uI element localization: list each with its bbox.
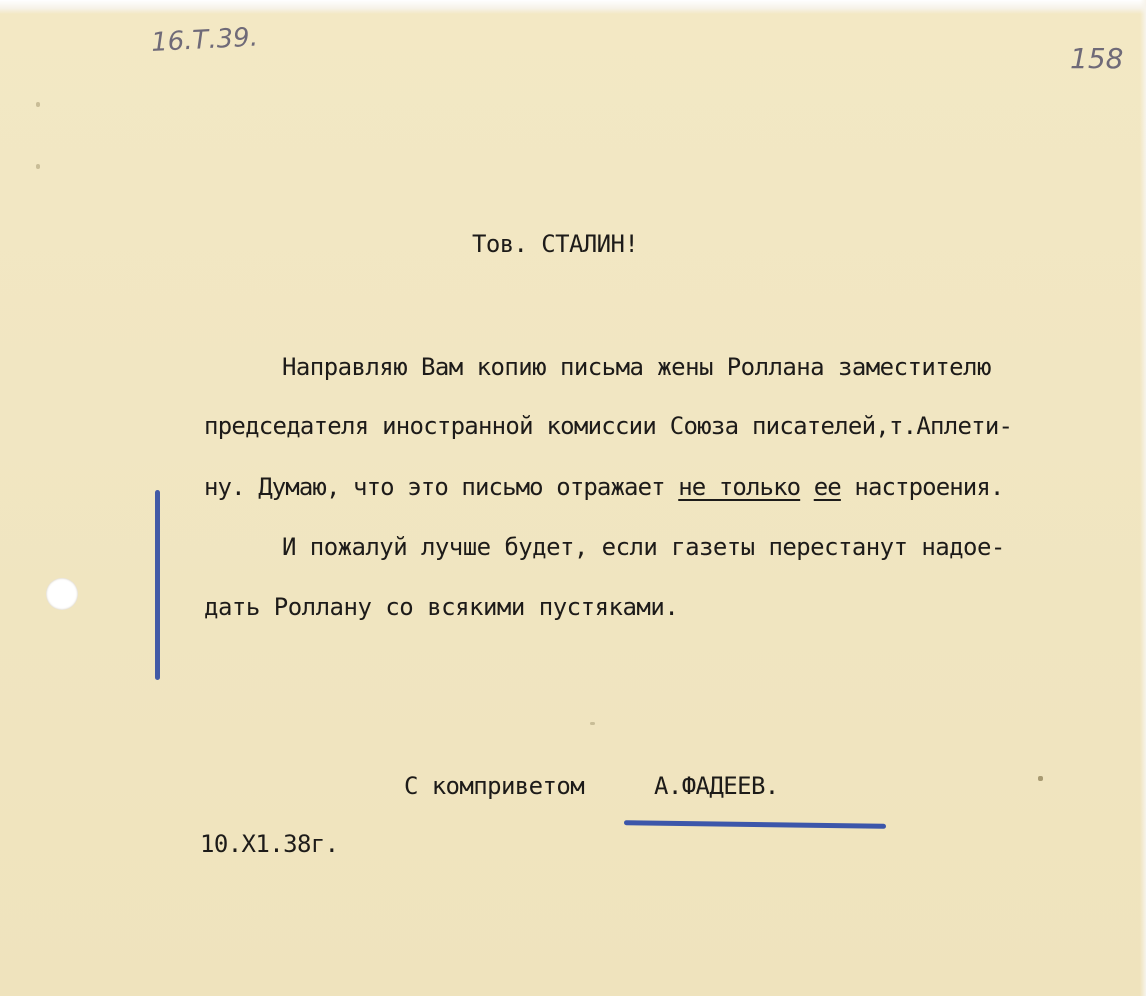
body-line-5: дать Роллану со всякими пустяками. [204,593,679,621]
punch-hole [46,578,78,610]
paper-speck [36,102,40,107]
body-line-3-space [800,473,814,501]
underlined-not-only: не только [678,473,801,501]
paper-speck [590,722,595,725]
body-line-2: председателя иностранной комиссии Союза писателей,т.Аплети- [204,412,1013,440]
body-line-4: И пожалуй лучше будет, если газеты перестанут надое- [282,533,1005,561]
body-line-3-start: ну. Думаю, что это письмо отражает [204,473,679,501]
underlined-her: ее [813,473,841,501]
blue-pencil-signature-underline [624,820,886,829]
paper-speck [1038,776,1043,781]
page-number: 158 [1070,42,1124,75]
typed-date: 10.Х1.38г. [200,830,339,858]
body-line-1: Направляю Вам копию письма жены Роллана заместителю [282,353,991,381]
scan-edge-top [0,0,1146,14]
body-line-3 [204,472,1003,502]
handwritten-date: 16.Т.39. [150,22,259,58]
body-line-3-end: настроения. [840,473,1004,501]
closing-greeting: С комприветом [404,772,585,800]
salutation: Тов. СТАЛИН! [472,230,639,258]
scan-edge-right [1140,0,1146,996]
blue-pencil-margin-line [155,490,160,680]
signature-name: А.ФАДЕЕВ. [654,772,779,800]
paper-speck [36,164,40,169]
